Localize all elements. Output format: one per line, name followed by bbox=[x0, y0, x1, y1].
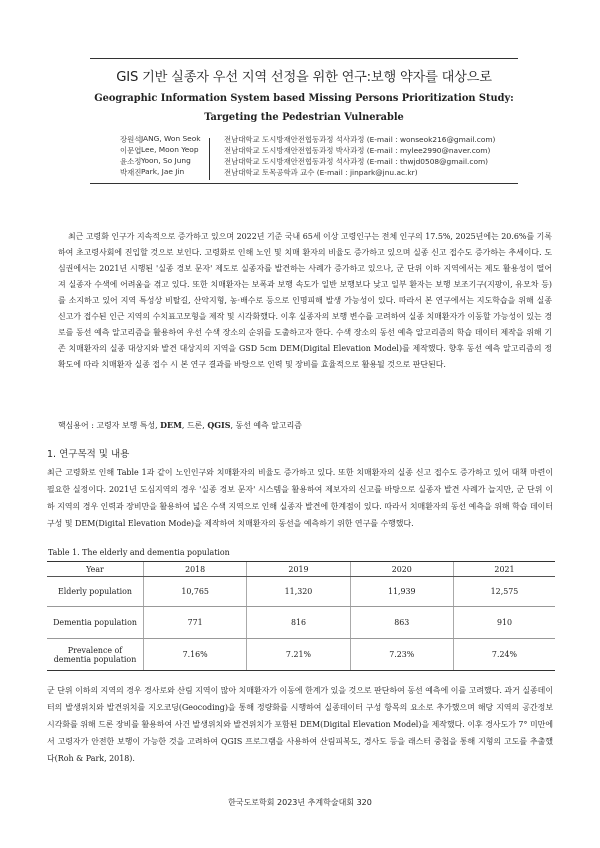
table-cell: 7.21% bbox=[247, 639, 350, 671]
author-name-en: Lee, Moon Yeop bbox=[141, 145, 199, 154]
section-body bbox=[47, 464, 553, 532]
table-header-cell: 2021 bbox=[453, 562, 555, 577]
author-divider bbox=[209, 138, 210, 180]
table-cell: 771 bbox=[144, 607, 247, 639]
abstract-text: 최근 고령화 인구가 지속적으로 증가하고 있으며 2022년 기준 국내 65세 이상 고령인구는 전체 인구의 17.5%, 2025년에는 20.6%를 기록하여 초고령사회에 진입할 것으로 보인다. 고령화로 인해 노인 및 치매 환자의 비율도 증가하고 있으며 실종 신고 접수도 증가하는 추세이다. 도심권에서는 2021년 시행된 '실종 경보 문자' 제도로 실종자를 발견하는 사례가 증가하고 있으나, 군 단위 이하 지역에서는 제도 활용성이 떨어져 실종자 수색에 어려움을 겪고 있다. 또한 치매환자는 보폭과 보행 속도가 일반 보행보다 낮고 일부 환자는 보행 보조기구(지팡이, 유모차 등)를 소지하고 있어 지역 특성상 비탈길, 산악지형, 농·배수로 등으로 인명피해 발생 가능성이 있다. 따라서 본 연구에서는 지도학습을 위해 실종 신고가 접수된 인근 지역의 수치표고모형을 제작 및 시각화했다. 이후 실종자의 보행 변수를 고려하여 실종 치매환자가 이동할 가능성이 있는 경로를 동선 예측 알고리즘을 활용하여 우선 수색 장소의 순위를 도출하고자 한다. 수색 장소의 동선 예측 알고리즘의 학습 데이터 제작을 위해 기존 치매환자의 실종 대상지와 발견 대상지의 지역을 GSD 5cm DEM(Digital Elevation Model)를 제작했다. 향후 동선 예측 알고리즘의 정확도에 따라 치매환자 실종 접수 시 본 연구 결과를 바탕으로 인력 및 장비를 효율적으로 활용될 것으로 판단된다. bbox=[58, 232, 552, 369]
paragraph: 군 단위 이하의 지역의 경우 경사로와 산림 지역이 많아 치매환자가 이동에 한계가 있을 것으로 판단하여 동선 예측에 이를 고려했다. 과거 실종데이터의 발생위치와 발견위치를 지오코딩(Geocoding)을 통해 정량화를 시행하여 실종데이터 구성 항목의 요소로 추가했으며 해당 지역의 공간정보시각화를 위해 드론 장비를 활용하여 사건 발생위치와 발견위치가 포함된 DEM(Digital Elevation Model)을 제작했다. 이후 경사도가 7° 미만에서 고령자가 안전한 보행이 가능한 것을 고려하여 QGIS 프로그램을 사용하여 산림피복도, 경사도 등을 래스터 중첩을 통해 지형의 고도를 추출했다(Roh & Park, 2018). bbox=[47, 686, 553, 763]
table-cell: 7.23% bbox=[350, 639, 453, 671]
author-name-ko: 윤소정 bbox=[120, 157, 142, 166]
keyword-text: , 동선 예측 알고리즘 bbox=[230, 421, 302, 430]
table-cell: 910 bbox=[453, 607, 555, 639]
keyword-qgis: QGIS bbox=[207, 421, 231, 430]
table-cell: 863 bbox=[350, 607, 453, 639]
section-body-continued bbox=[47, 682, 553, 767]
table-row-label-line: Prevalence of bbox=[67, 645, 123, 655]
table-row bbox=[47, 577, 555, 607]
author-name-ko: 장원석 bbox=[120, 135, 142, 144]
table-row bbox=[47, 639, 555, 671]
author-affiliation: 전남대학교 도시방재안전협동과정 박사과정 (E-mail : mylee2990@naver.com) bbox=[224, 146, 491, 155]
table-cell: 12,575 bbox=[453, 577, 555, 607]
keywords-label: 핵심용어 : bbox=[58, 421, 97, 430]
paragraph: 최근 고령화로 인해 Table 1과 같이 노인인구와 치매환자의 비율도 증가하고 있다. 또한 치매환자의 실종 신고 접수도 증가하고 있어 대책 마련이 필요한 실정이다. 2021년 도심지역의 경우 '실종 경보 문자' 시스템을 활용하여 제보자의 신고를 바탕으로 실종자 발견 사례가 늘지만, 군 단위 이하 지역의 경우 인력과 장비만을 활용하여 넓은 수색 지역으로 인해 실종자 발견에 한계점이 있다. 따라서 치매환자의 동선 예측을 위해 학습 데이터 구성 및 DEM(Digital Elevation Mode)을 제작하여 치매환자의 동선을 예측하기 위한 연구를 수행했다. bbox=[47, 468, 553, 528]
table-row bbox=[47, 607, 555, 639]
title-english-line1: Geographic Information System based Missing Persons Prioritization Study: bbox=[94, 93, 514, 104]
keyword-text: 고령자 보행 특성, bbox=[96, 421, 161, 430]
table-cell: 7.24% bbox=[453, 639, 555, 671]
keyword-dem: DEM bbox=[160, 421, 182, 430]
table-header-row bbox=[47, 562, 555, 577]
keyword-text: , 드론, bbox=[181, 421, 208, 430]
table-cell: 7.16% bbox=[144, 639, 247, 671]
author-name-ko: 박재진 bbox=[120, 168, 142, 177]
table-cell: 11,320 bbox=[247, 577, 350, 607]
table-cell: 10,765 bbox=[144, 577, 247, 607]
author-affiliation: 전남대학교 토목공학과 교수 (E-mail : jinpark@jnu.ac.kr) bbox=[224, 168, 418, 177]
table-row-label bbox=[47, 639, 144, 671]
table-row-label: Elderly population bbox=[47, 577, 144, 607]
author-affiliation: 전남대학교 도시방재안전협동과정 석사과정 (E-mail : thwjd0508@gmail.com) bbox=[224, 157, 489, 166]
author-name-en: JANG, Won Seok bbox=[141, 134, 201, 143]
table-header-cell: 2018 bbox=[144, 562, 247, 577]
author-name-ko: 이문엽 bbox=[120, 146, 142, 155]
table-caption: Table 1. The elderly and dementia population bbox=[48, 548, 230, 557]
table-row-label-line: dementia population bbox=[53, 654, 137, 664]
author-name-en: Park, Jae Jin bbox=[141, 167, 185, 176]
title-english-line2: Targeting the Pedestrian Vulnerable bbox=[204, 112, 404, 123]
table-header-cell: 2020 bbox=[350, 562, 453, 577]
abstract bbox=[58, 229, 552, 373]
table-row-label: Dementia population bbox=[47, 607, 144, 639]
data-table bbox=[47, 561, 555, 671]
table-header-cell: Year bbox=[47, 562, 144, 577]
table-cell: 816 bbox=[247, 607, 350, 639]
table-cell: 11,939 bbox=[350, 577, 453, 607]
section-heading: 1. 연구목적 및 내용 bbox=[47, 449, 130, 460]
author-affiliation: 전남대학교 도시방재안전협동과정 석사과정 (E-mail : wonseok216@gmail.com) bbox=[224, 135, 496, 144]
keywords bbox=[58, 420, 302, 431]
table-header-cell: 2019 bbox=[247, 562, 350, 577]
page-footer: 한국도로학회 2023년 추계학술대회 320 bbox=[228, 798, 372, 807]
author-name-en: Yoon, So Jung bbox=[141, 156, 191, 165]
title-korean: GIS 기반 실종자 우선 지역 선정을 위한 연구:보행 약자를 대상으로 bbox=[116, 70, 492, 85]
